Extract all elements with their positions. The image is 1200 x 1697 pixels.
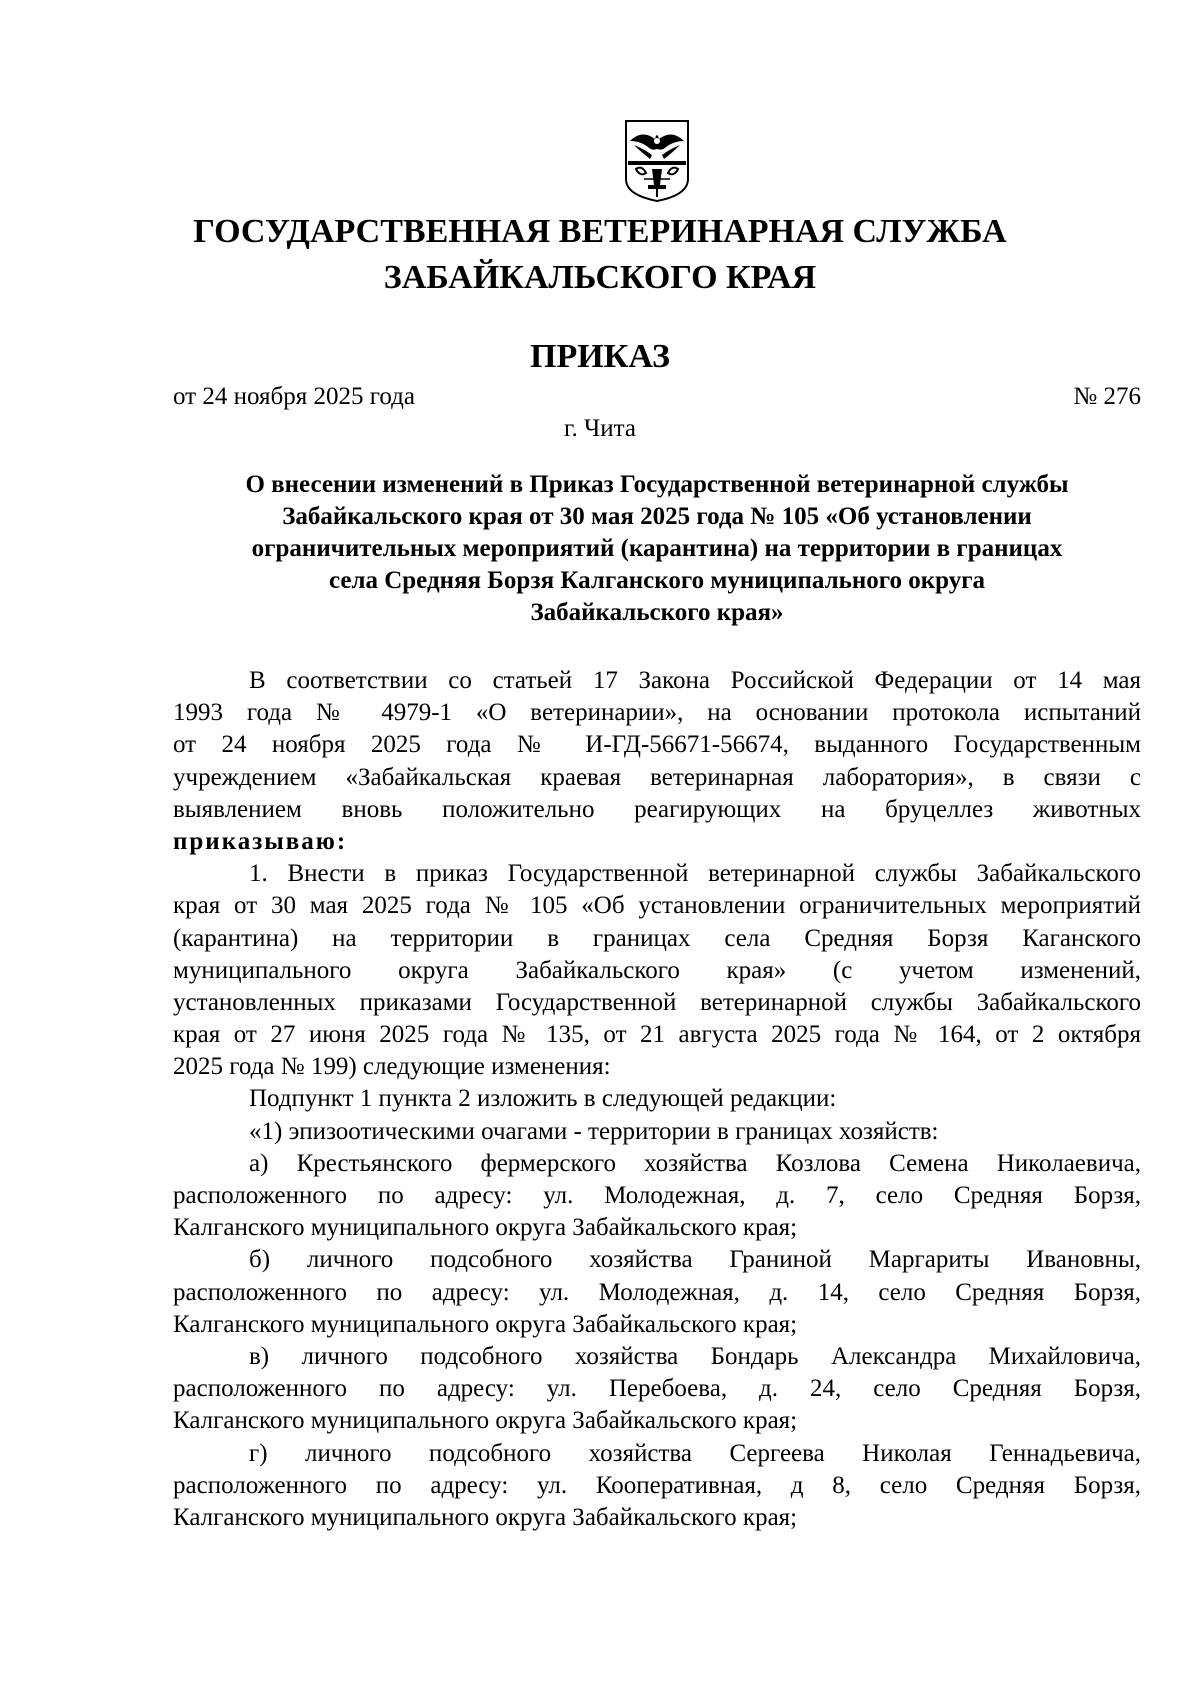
- item1-line: 2025 года № 199) следующие изменения:: [173, 1053, 611, 1081]
- subject-line: села Средняя Борзя Калганского муниципального округа: [328, 567, 986, 594]
- preamble-line: от 24 ноября 2025 года № И-ГД-56671-56674, выданного Государственным: [173, 731, 1141, 759]
- subject-line: Забайкальского края от 30 мая 2025 года № 105 «Об установлении: [282, 503, 1032, 530]
- preamble-line: 1993 года № 4979-1 «О ветеринарии», на основании протокола испытаний: [173, 699, 1141, 727]
- item-g-line: Калганского муниципального округа Забайкальского края;: [173, 1503, 798, 1531]
- subitem-intro: Подпункт 1 пункта 2 изложить в следующей редакции:: [249, 1085, 837, 1113]
- city-name: г. Чита: [564, 415, 636, 442]
- quote-intro: «1) эпизоотическими очагами - территории в границах хозяйств:: [249, 1117, 939, 1145]
- organization-name-line1: ГОСУДАРСТВЕННАЯ ВЕТЕРИНАРНАЯ СЛУЖБА: [193, 213, 1007, 250]
- order-number: № 276: [1073, 383, 1141, 410]
- item-a-line: Калганского муниципального округа Забайкальского края;: [173, 1214, 798, 1242]
- item-v-line: расположенного по адресу: ул. Перебоева, д. 24, село Средняя Борзя,: [173, 1375, 1141, 1403]
- organization-name-line2: ЗАБАЙКАЛЬСКОГО КРАЯ: [383, 259, 817, 296]
- item-b-line: б) личного подсобного хозяйства Граниной Маргариты Ивановны,: [249, 1246, 1141, 1274]
- item1-line: края от 30 мая 2025 года № 105 «Об установлении ограничительных мероприятий: [173, 892, 1141, 920]
- order-body: [173, 665, 1141, 1534]
- item-v-line: Калганского муниципального округа Забайкальского края;: [173, 1407, 798, 1435]
- item-a-line: а) Крестьянского фермерского хозяйства Козлова Семена Николаевича,: [249, 1149, 1141, 1177]
- item1-line: (карантина) на территории в границах села Средняя Борзя Каганского: [173, 924, 1141, 952]
- preamble-line: В соответствии со статьей 17 Закона Российской Федерации от 14 мая: [249, 667, 1141, 694]
- coat-of-arms-emblem: [622, 119, 692, 203]
- item1-line: муниципального округа Забайкальского края» (с учетом изменений,: [173, 956, 1141, 984]
- subject-line: Забайкальского края»: [530, 599, 784, 626]
- item1-line: установленных приказами Государственной ветеринарной службы Забайкальского: [173, 988, 1141, 1016]
- item-v-line: в) личного подсобного хозяйства Бондарь Александра Михайловича,: [249, 1342, 1141, 1370]
- subject-line: ограничительных мероприятий (карантина) на территории в границах: [251, 535, 1063, 562]
- preamble-line: учреждением «Забайкальская краевая ветеринарная лаборатория», в связи с: [173, 763, 1141, 791]
- document-type-title: ПРИКАЗ: [530, 338, 670, 375]
- order-date: от 24 ноября 2025 года: [173, 383, 415, 410]
- preamble-line: выявлением вновь положительно реагирующих на бруцеллез животных: [173, 795, 1141, 823]
- item1-line: 1. Внести в приказ Государственной ветеринарной службы Забайкальского: [249, 860, 1141, 888]
- order-word: приказываю:: [173, 827, 348, 855]
- item1-line: края от 27 июня 2025 года № 135, от 21 августа 2025 года № 164, от 2 октября: [173, 1021, 1141, 1049]
- item-g-line: расположенного по адресу: ул. Кооперативная, д 8, село Средняя Борзя,: [173, 1471, 1141, 1499]
- item-b-line: Калганского муниципального округа Забайкальского края;: [173, 1310, 798, 1338]
- subject-line: О внесении изменений в Приказ Государственной ветеринарной службы: [245, 471, 1069, 498]
- item-a-line: расположенного по адресу: ул. Молодежная, д. 7, село Средняя Борзя,: [173, 1182, 1141, 1209]
- order-word-line: [173, 826, 1141, 858]
- order-subject: [173, 469, 1141, 629]
- item-b-line: расположенного по адресу: ул. Молодежная, д. 14, село Средняя Борзя,: [173, 1278, 1141, 1306]
- item-g-line: г) личного подсобного хозяйства Сергеева Николая Геннадьевича,: [249, 1439, 1141, 1467]
